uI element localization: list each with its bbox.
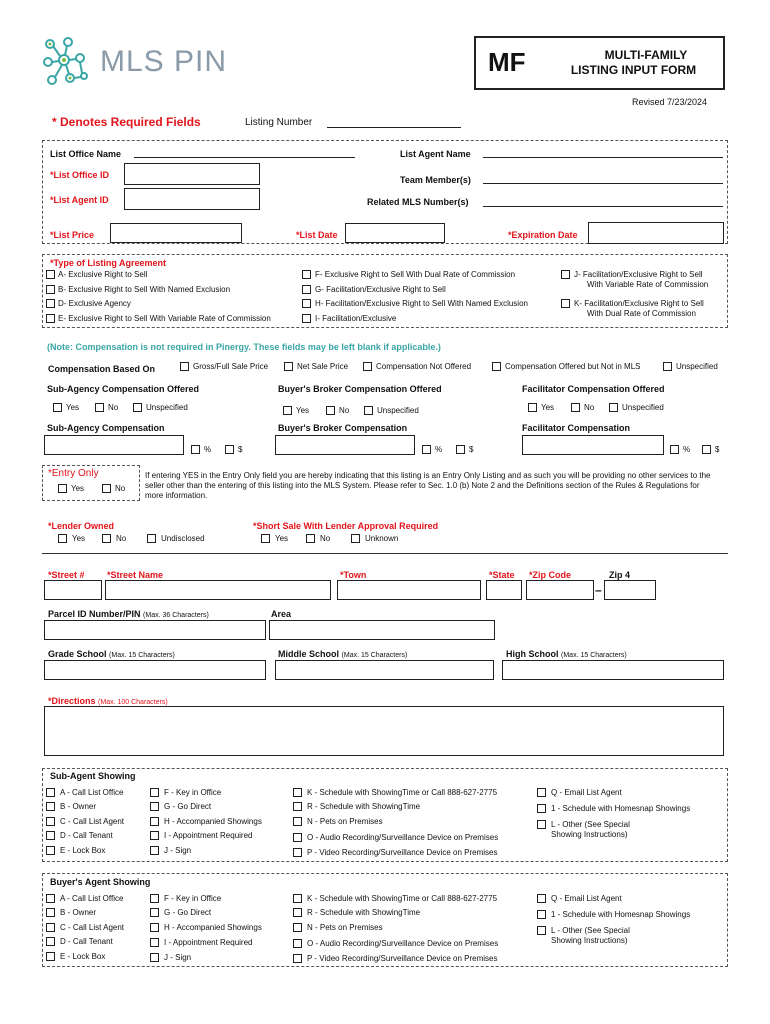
area-label: Area xyxy=(271,609,292,619)
lender-undisclosed-label: Undisclosed xyxy=(161,534,205,543)
form-title-line1: MULTI-FAMILY xyxy=(604,48,688,62)
list-office-name-label: List Office Name xyxy=(50,149,122,159)
middle-school-label: Middle School (Max. 15 Characters) xyxy=(278,649,408,659)
buyer-unspecified-label: Unspecified xyxy=(377,406,419,415)
state-label: *State xyxy=(489,570,515,580)
list-price-label: *List Price xyxy=(50,230,95,240)
sub-h-label: H - Accompanied Showings xyxy=(164,817,262,826)
list-date-label: *List Date xyxy=(296,230,338,240)
fac-unspecified-checkbox[interactable] xyxy=(609,403,618,412)
fac-pct-label: % xyxy=(683,445,691,454)
buyer-g-checkbox[interactable] xyxy=(150,908,159,917)
sub-agency-comp-label: Sub-Agency Compensation xyxy=(47,423,165,433)
parcel-label: Parcel ID Number/PIN (Max. 36 Characters) xyxy=(48,609,209,619)
street-number-input[interactable] xyxy=(44,580,102,600)
buyer-offered-label: Buyer's Broker Compensation Offered xyxy=(278,384,442,394)
zip-label: *Zip Code xyxy=(529,570,571,580)
sub-n-checkbox[interactable] xyxy=(293,817,302,826)
listing-number-label: Listing Number xyxy=(245,117,313,128)
buyer-pct-checkbox[interactable] xyxy=(422,445,431,454)
high-school-input[interactable] xyxy=(502,660,724,680)
logo-mark-icon xyxy=(40,36,92,88)
buyer-p-checkbox[interactable] xyxy=(293,954,302,963)
team-members-label: Team Member(s) xyxy=(400,175,471,185)
area-input[interactable] xyxy=(269,620,495,640)
sub-no-checkbox[interactable] xyxy=(95,403,104,412)
list-office-id-input[interactable] xyxy=(124,163,260,185)
sub-1-label: 1 - Schedule with Homesnap Showings xyxy=(551,804,691,813)
entry-yes-label: Yes xyxy=(71,484,85,493)
parcel-input[interactable] xyxy=(44,620,266,640)
short-no-label: No xyxy=(320,534,331,543)
agreement-k-checkbox[interactable] xyxy=(561,299,570,308)
agreement-b-checkbox[interactable] xyxy=(46,285,55,294)
lender-yes-label: Yes xyxy=(72,534,86,543)
comp-net-checkbox[interactable] xyxy=(284,362,293,371)
listing-number-field[interactable] xyxy=(327,127,461,128)
comp-gross-checkbox[interactable] xyxy=(180,362,189,371)
zip4-input[interactable] xyxy=(604,580,656,600)
agreement-g-label: G- Facilitation/Exclusive Right to Sell xyxy=(315,285,446,294)
buyer-dollar-label: $ xyxy=(469,445,474,454)
list-office-name-field[interactable] xyxy=(134,157,355,158)
buyer-j-checkbox[interactable] xyxy=(150,953,159,962)
sub-e-label: E - Lock Box xyxy=(60,846,106,855)
state-input[interactable] xyxy=(486,580,522,600)
buyer-no-checkbox[interactable] xyxy=(326,406,335,415)
buyer-l-checkbox[interactable] xyxy=(537,926,546,935)
revised-date: Revised 7/23/2024 xyxy=(632,97,708,107)
agreement-e-checkbox[interactable] xyxy=(46,314,55,323)
buyer-i-checkbox[interactable] xyxy=(150,938,159,947)
sub-d-checkbox[interactable] xyxy=(46,831,55,840)
fac-no-checkbox[interactable] xyxy=(571,403,580,412)
town-label: *Town xyxy=(340,570,367,580)
form-title-box xyxy=(474,36,725,90)
required-note: * Denotes Required Fields xyxy=(52,115,201,129)
zip4-label: Zip 4 xyxy=(609,570,631,580)
agreement-h-label: H- Facilitation/Exclusive Right to Sell With Named Exclusion xyxy=(315,299,528,308)
sub-j-checkbox[interactable] xyxy=(150,846,159,855)
sub-b-label: B - Owner xyxy=(60,802,97,811)
buyer-1-checkbox[interactable] xyxy=(537,910,546,919)
sub-a-checkbox[interactable] xyxy=(46,788,55,797)
buyer-dollar-checkbox[interactable] xyxy=(456,445,465,454)
middle-school-input[interactable] xyxy=(275,660,494,680)
list-agent-id-input[interactable] xyxy=(124,188,260,210)
sub-e-checkbox[interactable] xyxy=(46,846,55,855)
buyer-unspecified-checkbox[interactable] xyxy=(364,406,373,415)
buyer-o-checkbox[interactable] xyxy=(293,939,302,948)
agreement-j-label-2: With Variable Rate of Commission xyxy=(587,280,709,289)
sub-p-checkbox[interactable] xyxy=(293,848,302,857)
compensation-note: (Note: Compensation is not required in Pinergy. These fields may be left blank if applicable.) xyxy=(47,342,441,352)
fac-yes-label: Yes xyxy=(541,403,555,412)
buyer-k-checkbox[interactable] xyxy=(293,894,302,903)
fac-dollar-label: $ xyxy=(715,445,720,454)
comp-not-offered-checkbox[interactable] xyxy=(363,362,372,371)
short-sale-label: *Short Sale With Lender Approval Required xyxy=(253,521,439,531)
street-number-label: *Street # xyxy=(48,570,85,580)
sub-k-checkbox[interactable] xyxy=(293,788,302,797)
entry-no-checkbox[interactable] xyxy=(102,484,111,493)
list-date-input[interactable] xyxy=(345,223,445,243)
logo-text: MLS PIN xyxy=(100,45,228,78)
buyer-n-checkbox[interactable] xyxy=(293,923,302,932)
sub-f-label: F - Key in Office xyxy=(164,788,222,797)
sub-g-checkbox[interactable] xyxy=(150,802,159,811)
street-name-input[interactable] xyxy=(105,580,331,600)
agreement-f-checkbox[interactable] xyxy=(302,270,311,279)
short-no-checkbox[interactable] xyxy=(306,534,315,543)
divider xyxy=(42,553,728,554)
buyer-a-label: A - Call List Office xyxy=(60,894,124,903)
sub-c-label: C - Call List Agent xyxy=(60,817,125,826)
related-mls-field[interactable] xyxy=(483,206,723,207)
form-title-line2: LISTING INPUT FORM xyxy=(570,63,697,77)
sub-unspecified-checkbox[interactable] xyxy=(133,403,142,412)
list-agent-id-label: *List Agent ID xyxy=(50,195,109,205)
buyer-pct-label: % xyxy=(435,445,443,454)
buyer-q-label: Q - Email List Agent xyxy=(551,894,622,903)
sub-no-label: No xyxy=(108,403,119,412)
buyer-f-label: F - Key in Office xyxy=(164,894,222,903)
buyer-l-label-2: Showing Instructions) xyxy=(551,936,628,945)
sub-agency-offered-label: Sub-Agency Compensation Offered xyxy=(47,384,200,394)
buyer-n-label: N - Pets on Premises xyxy=(307,923,383,932)
agreement-j-checkbox[interactable] xyxy=(561,270,570,279)
team-members-field[interactable] xyxy=(483,183,723,184)
buyer-c-label: C - Call List Agent xyxy=(60,923,125,932)
zip-dash: – xyxy=(595,583,602,597)
comp-not-in-mls-checkbox[interactable] xyxy=(492,362,501,371)
sub-l-label-2: Showing Instructions) xyxy=(551,830,628,839)
agreement-f-label: F- Exclusive Right to Sell With Dual Rate of Commission xyxy=(315,270,516,279)
buyer-1-label: 1 - Schedule with Homesnap Showings xyxy=(551,910,691,919)
entry-only-text: If entering YES in the Entry Only field you are hereby indicating that this listing is an Entry Only Listing and as such you will be providing no other services to the seller other than the entering of this listing into the MLS System. Please refer to Sec. 1.0 (b) Note 2 and the Definitions section of the Rules & Regulations for more information. xyxy=(145,471,711,500)
buyer-h-checkbox[interactable] xyxy=(150,923,159,932)
directions-label: *Directions (Max. 100 Characters) xyxy=(48,696,168,706)
sub-c-checkbox[interactable] xyxy=(46,817,55,826)
comp-unspecified-label: Unspecified xyxy=(676,362,718,371)
facilitator-offered-label: Facilitator Compensation Offered xyxy=(522,384,665,394)
sub-l-label-1: L - Other (See Special xyxy=(551,820,630,829)
agreement-i-checkbox[interactable] xyxy=(302,314,311,323)
sub-q-label: Q - Email List Agent xyxy=(551,788,622,797)
fac-no-label: No xyxy=(584,403,595,412)
list-office-id-label: *List Office ID xyxy=(50,170,110,180)
agreement-g-checkbox[interactable] xyxy=(302,285,311,294)
sub-comp-input[interactable] xyxy=(44,435,184,455)
sub-dollar-label: $ xyxy=(238,445,243,454)
buyer-yes-checkbox[interactable] xyxy=(283,406,292,415)
buyer-yes-label: Yes xyxy=(296,406,310,415)
expiration-date-label: *Expiration Date xyxy=(508,230,578,240)
agreement-b-label: B- Exclusive Right to Sell With Named Exclusion xyxy=(58,285,231,294)
sub-i-label: I - Appointment Required xyxy=(164,831,253,840)
buyer-r-label: R - Schedule with ShowingTime xyxy=(307,908,421,917)
list-price-input[interactable] xyxy=(110,223,242,243)
sub-r-label: R - Schedule with ShowingTime xyxy=(307,802,421,811)
sub-l-checkbox[interactable] xyxy=(537,820,546,829)
street-name-label: *Street Name xyxy=(107,570,164,580)
grade-school-label: Grade School (Max. 15 Characters) xyxy=(48,649,175,659)
form-code: MF xyxy=(488,47,526,77)
zip-input[interactable] xyxy=(526,580,594,600)
buyer-e-checkbox[interactable] xyxy=(46,952,55,961)
buyers-agent-showing-title: Buyer's Agent Showing xyxy=(50,877,151,887)
lender-undisclosed-checkbox[interactable] xyxy=(147,534,156,543)
buyer-k-label: K - Schedule with ShowingTime or Call 888-627-2775 xyxy=(307,894,498,903)
list-agent-name-field[interactable] xyxy=(483,157,723,158)
agreement-h-checkbox[interactable] xyxy=(302,299,311,308)
buyer-h-label: H - Accompanied Showings xyxy=(164,923,262,932)
fac-pct-checkbox[interactable] xyxy=(670,445,679,454)
sub-yes-checkbox[interactable] xyxy=(53,403,62,412)
buyer-comp-input[interactable] xyxy=(275,435,415,455)
buyer-no-label: No xyxy=(339,406,350,415)
comp-not-offered-label: Compensation Not Offered xyxy=(376,362,472,371)
comp-not-in-mls-label: Compensation Offered but Not in MLS xyxy=(505,362,641,371)
sub-f-checkbox[interactable] xyxy=(150,788,159,797)
sub-yes-label: Yes xyxy=(66,403,80,412)
sub-o-label: O - Audio Recording/Surveillance Device on Premises xyxy=(307,833,499,842)
buyer-b-label: B - Owner xyxy=(60,908,97,917)
fac-dollar-checkbox[interactable] xyxy=(702,445,711,454)
sub-g-label: G - Go Direct xyxy=(164,802,212,811)
list-agent-name-label: List Agent Name xyxy=(400,149,471,159)
entry-yes-checkbox[interactable] xyxy=(58,484,67,493)
buyer-d-label: D - Call Tenant xyxy=(60,937,113,946)
compensation-based-on-label: Compensation Based On xyxy=(48,364,156,374)
sub-h-checkbox[interactable] xyxy=(150,817,159,826)
short-yes-label: Yes xyxy=(275,534,289,543)
entry-no-label: No xyxy=(115,484,126,493)
sub-a-label: A - Call List Office xyxy=(60,788,124,797)
buyer-q-checkbox[interactable] xyxy=(537,894,546,903)
buyer-c-checkbox[interactable] xyxy=(46,923,55,932)
comp-net-label: Net Sale Price xyxy=(297,362,349,371)
buyer-r-checkbox[interactable] xyxy=(293,908,302,917)
entry-only-label: *Entry Only xyxy=(48,468,99,479)
sub-d-label: D - Call Tenant xyxy=(60,831,113,840)
sub-b-checkbox[interactable] xyxy=(46,802,55,811)
sub-p-label: P - Video Recording/Surveillance Device on Premises xyxy=(307,848,498,857)
sub-dollar-checkbox[interactable] xyxy=(225,445,234,454)
sub-j-label: J - Sign xyxy=(164,846,192,855)
buyer-j-label: J - Sign xyxy=(164,953,192,962)
agreement-title: *Type of Listing Agreement xyxy=(50,258,167,268)
logo xyxy=(40,36,240,86)
comp-unspecified-checkbox[interactable] xyxy=(663,362,672,371)
buyer-f-checkbox[interactable] xyxy=(150,894,159,903)
agreement-a-label: A- Exclusive Right to Sell xyxy=(58,270,148,279)
sub-r-checkbox[interactable] xyxy=(293,802,302,811)
agreement-k-label-2: With Dual Rate of Commission xyxy=(587,309,696,318)
sub-q-checkbox[interactable] xyxy=(537,788,546,797)
sub-unspecified-label: Unspecified xyxy=(146,403,188,412)
sub-i-checkbox[interactable] xyxy=(150,831,159,840)
lender-no-label: No xyxy=(116,534,127,543)
short-unknown-checkbox[interactable] xyxy=(351,534,360,543)
lender-no-checkbox[interactable] xyxy=(102,534,111,543)
agreement-e-label: E- Exclusive Right to Sell With Variable Rate of Commission xyxy=(58,314,271,323)
comp-gross-label: Gross/Full Sale Price xyxy=(193,362,269,371)
expiration-date-input[interactable] xyxy=(588,222,724,244)
sub-n-label: N - Pets on Premises xyxy=(307,817,383,826)
sub-pct-checkbox[interactable] xyxy=(191,445,200,454)
agreement-a-checkbox[interactable] xyxy=(46,270,55,279)
sub-k-label: K - Schedule with ShowingTime or Call 888-627-2775 xyxy=(307,788,498,797)
buyer-e-label: E - Lock Box xyxy=(60,952,106,961)
town-input[interactable] xyxy=(337,580,481,600)
buyer-i-label: I - Appointment Required xyxy=(164,938,253,947)
high-school-label: High School (Max. 15 Characters) xyxy=(506,649,627,659)
buyer-l-label-1: L - Other (See Special xyxy=(551,926,630,935)
sub-agent-showing-title: Sub-Agent Showing xyxy=(50,771,136,781)
sub-o-checkbox[interactable] xyxy=(293,833,302,842)
directions-input[interactable] xyxy=(44,706,724,756)
agreement-d-checkbox[interactable] xyxy=(46,299,55,308)
buyer-g-label: G - Go Direct xyxy=(164,908,212,917)
facilitator-comp-label: Facilitator Compensation xyxy=(522,423,631,433)
agreement-d-label: D- Exclusive Agency xyxy=(58,299,131,308)
fac-comp-input[interactable] xyxy=(522,435,664,455)
short-unknown-label: Unknown xyxy=(365,534,399,543)
sub-pct-label: % xyxy=(204,445,212,454)
grade-school-input[interactable] xyxy=(44,660,266,680)
sub-1-checkbox[interactable] xyxy=(537,804,546,813)
fac-unspecified-label: Unspecified xyxy=(622,403,664,412)
lender-owned-label: *Lender Owned xyxy=(48,521,115,531)
agreement-j-label-1: J- Facilitation/Exclusive Right to Sell xyxy=(574,270,703,279)
buyer-d-checkbox[interactable] xyxy=(46,937,55,946)
buyer-comp-label: Buyer's Broker Compensation xyxy=(278,423,408,433)
short-yes-checkbox[interactable] xyxy=(261,534,270,543)
related-mls-label: Related MLS Number(s) xyxy=(367,197,469,207)
buyer-o-label: O - Audio Recording/Surveillance Device on Premises xyxy=(307,939,499,948)
buyer-p-label: P - Video Recording/Surveillance Device on Premises xyxy=(307,954,498,963)
agreement-k-label-1: K- Facilitation/Exclusive Right to Sell xyxy=(574,299,704,308)
fac-yes-checkbox[interactable] xyxy=(528,403,537,412)
buyer-a-checkbox[interactable] xyxy=(46,894,55,903)
lender-yes-checkbox[interactable] xyxy=(58,534,67,543)
agreement-i-label: I- Facilitation/Exclusive xyxy=(315,314,397,323)
buyer-b-checkbox[interactable] xyxy=(46,908,55,917)
